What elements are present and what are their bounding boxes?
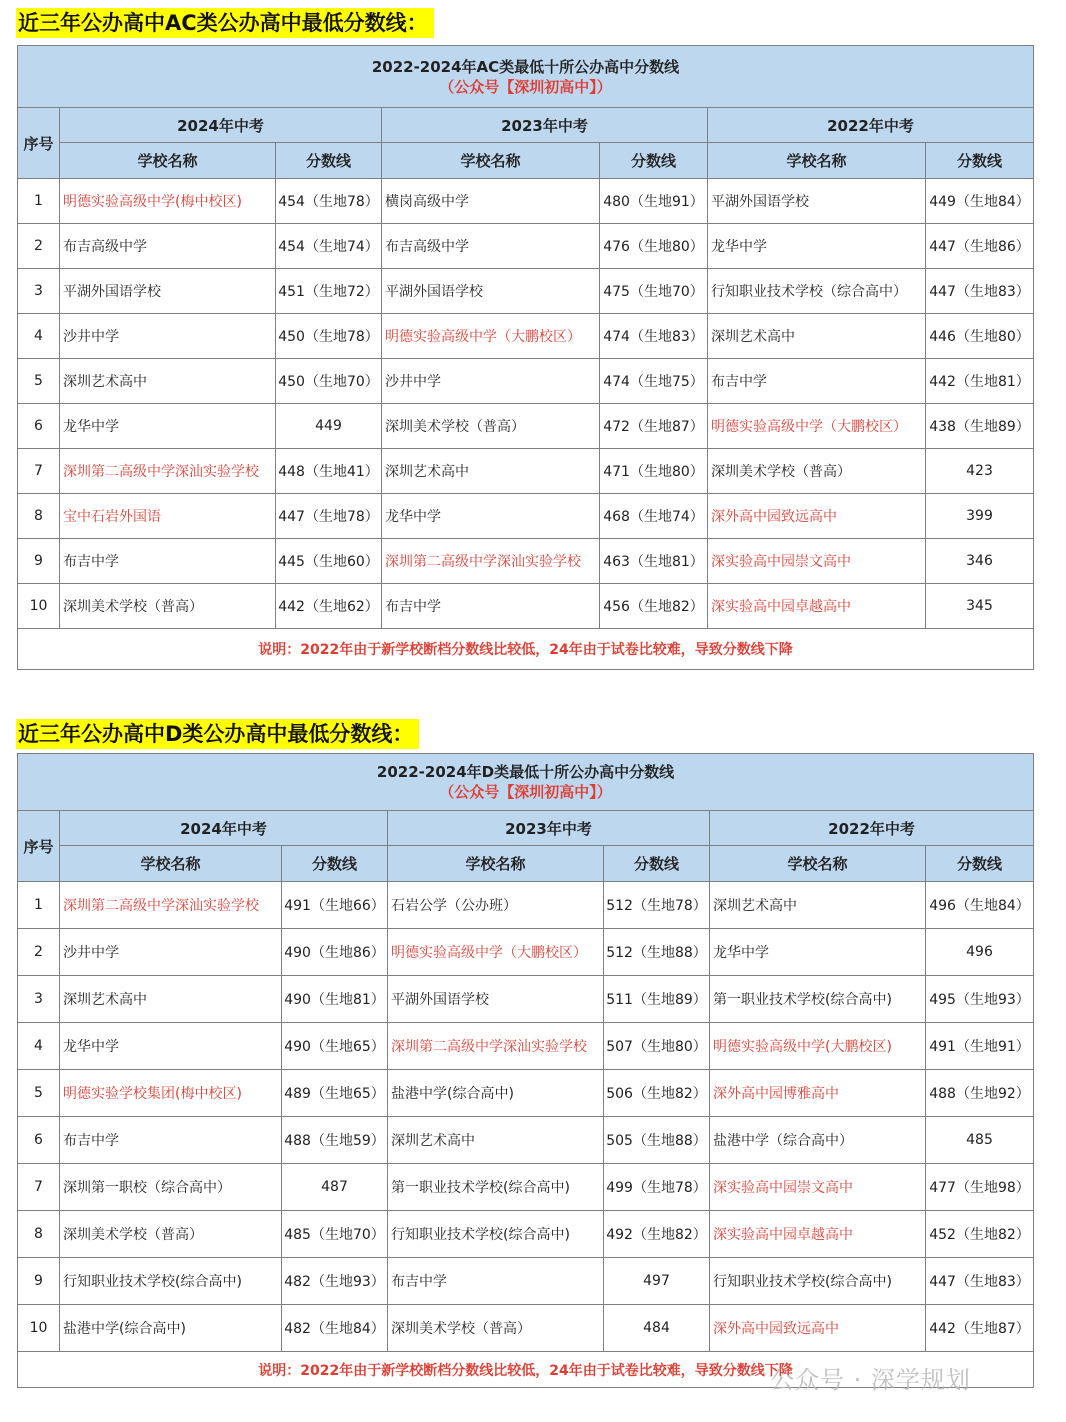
score-value: 454（生地74） — [276, 224, 382, 269]
table-row — [18, 1023, 1034, 1070]
school-name: 深外高中园致远高中 — [708, 494, 926, 539]
school-name: 行知职业技术学校(综合高中) — [710, 1258, 926, 1305]
table-title — [18, 46, 1034, 108]
row-index: 7 — [18, 1164, 60, 1211]
school-name: 第一职业技术学校(综合高中) — [710, 976, 926, 1023]
table-title-main: 2022-2024年AC类最低十所公办高中分数线 — [371, 57, 680, 76]
score-value: 445（生地60） — [276, 539, 382, 584]
row-index: 10 — [18, 1305, 60, 1352]
school-name: 深外高中园博雅高中 — [710, 1070, 926, 1117]
score-header: 分数线 — [926, 846, 1034, 882]
table-row — [18, 1305, 1034, 1352]
score-value: 442（生地87） — [926, 1305, 1034, 1352]
school-name: 深圳第二高级中学深汕实验学校 — [60, 449, 276, 494]
seq-header: 序号 — [18, 811, 60, 882]
table-row — [18, 976, 1034, 1023]
score-value: 346 — [926, 539, 1034, 584]
school-name: 深圳美术学校（普高） — [60, 584, 276, 629]
school-name: 龙华中学 — [708, 224, 926, 269]
score-value: 497 — [604, 1258, 710, 1305]
row-index: 4 — [18, 1023, 60, 1070]
score-value: 452（生地82） — [926, 1211, 1034, 1258]
school-name-header: 学校名称 — [708, 143, 926, 179]
school-name: 明德实验学校集团(梅中校区) — [60, 1070, 282, 1117]
year-header-2024: 2024年中考 — [60, 108, 382, 143]
row-index: 2 — [18, 224, 60, 269]
table-row — [18, 539, 1034, 584]
watermark: 公众号 · 深学规划 — [770, 1366, 971, 1394]
school-name: 深圳美术学校（普高） — [388, 1305, 604, 1352]
school-name: 平湖外国语学校 — [388, 976, 604, 1023]
year-header-2023: 2023年中考 — [382, 108, 708, 143]
score-value: 485（生地70） — [282, 1211, 388, 1258]
score-value: 488（生地92） — [926, 1070, 1034, 1117]
score-value: 480（生地91） — [600, 179, 708, 224]
row-index: 9 — [18, 539, 60, 584]
school-name: 深圳艺术高中 — [388, 1117, 604, 1164]
school-name: 深实验高中园崇文高中 — [710, 1164, 926, 1211]
school-name-header: 学校名称 — [710, 846, 926, 882]
school-name: 深圳美术学校（普高） — [60, 1211, 282, 1258]
table-row — [18, 224, 1034, 269]
row-index: 4 — [18, 314, 60, 359]
school-name: 盐港中学(综合高中) — [388, 1070, 604, 1117]
score-header: 分数线 — [282, 846, 388, 882]
school-name: 盐港中学（综合高中） — [710, 1117, 926, 1164]
score-value: 471（生地80） — [600, 449, 708, 494]
table-row — [18, 404, 1034, 449]
row-index: 1 — [18, 882, 60, 929]
year-header-2024: 2024年中考 — [60, 811, 388, 846]
school-name: 平湖外国语学校 — [382, 269, 600, 314]
score-value: 450（生地70） — [276, 359, 382, 404]
score-value: 496（生地84） — [926, 882, 1034, 929]
school-name: 横岗高级中学 — [382, 179, 600, 224]
table-title — [18, 754, 1034, 811]
school-name: 平湖外国语学校 — [708, 179, 926, 224]
score-value: 447（生地86） — [926, 224, 1034, 269]
year-header-2022: 2022年中考 — [710, 811, 1034, 846]
score-header: 分数线 — [926, 143, 1034, 179]
table-row — [18, 179, 1034, 224]
score-value: 447（生地83） — [926, 269, 1034, 314]
score-value: 499（生地78） — [604, 1164, 710, 1211]
score-value: 450（生地78） — [276, 314, 382, 359]
school-name: 布吉高级中学 — [382, 224, 600, 269]
table-title-source: （公众号【深圳初高中】） — [439, 783, 612, 801]
score-value: 449（生地84） — [926, 179, 1034, 224]
seq-header: 序号 — [18, 108, 60, 179]
school-name: 龙华中学 — [710, 929, 926, 976]
school-name: 深圳第二高级中学深汕实验学校 — [382, 539, 600, 584]
score-value: 505（生地88） — [604, 1117, 710, 1164]
school-name: 明德实验高级中学(大鹏校区) — [710, 1023, 926, 1070]
score-value: 512（生地78） — [604, 882, 710, 929]
row-index: 10 — [18, 584, 60, 629]
row-index: 5 — [18, 359, 60, 404]
table-row — [18, 359, 1034, 404]
score-table-ac — [17, 45, 1034, 670]
school-name: 深外高中园致远高中 — [710, 1305, 926, 1352]
school-name: 深实验高中园卓越高中 — [710, 1211, 926, 1258]
table-row — [18, 449, 1034, 494]
table-title-main: 2022-2024年D类最低十所公办高中分数线 — [376, 763, 675, 781]
table-note: 说明：2022年由于新学校断档分数线比较低，24年由于试卷比较难，导致分数线下降 — [18, 1352, 1034, 1388]
score-value: 472（生地87） — [600, 404, 708, 449]
score-value: 491（生地91） — [926, 1023, 1034, 1070]
year-header-2022: 2022年中考 — [708, 108, 1034, 143]
school-name: 明德实验高级中学(梅中校区) — [60, 179, 276, 224]
school-name: 深圳第二高级中学深汕实验学校 — [60, 882, 282, 929]
score-value: 423 — [926, 449, 1034, 494]
score-value: 490（生地65） — [282, 1023, 388, 1070]
section-heading: 近三年公办高中D类公办高中最低分数线： — [16, 719, 419, 749]
row-index: 1 — [18, 179, 60, 224]
table-row — [18, 929, 1034, 976]
score-value: 449 — [276, 404, 382, 449]
score-value: 447（生地83） — [926, 1258, 1034, 1305]
row-index: 9 — [18, 1258, 60, 1305]
school-name: 深实验高中园崇文高中 — [708, 539, 926, 584]
school-name: 明德实验高级中学（大鹏校区） — [388, 929, 604, 976]
school-name: 布吉中学 — [708, 359, 926, 404]
row-index: 2 — [18, 929, 60, 976]
school-name: 布吉中学 — [382, 584, 600, 629]
table-row — [18, 1211, 1034, 1258]
score-value: 496 — [926, 929, 1034, 976]
score-value: 446（生地80） — [926, 314, 1034, 359]
school-name-header: 学校名称 — [60, 846, 282, 882]
row-index: 7 — [18, 449, 60, 494]
score-value: 495（生地93） — [926, 976, 1034, 1023]
school-name: 第一职业技术学校(综合高中) — [388, 1164, 604, 1211]
school-name: 深圳美术学校（普高） — [708, 449, 926, 494]
score-value: 485 — [926, 1117, 1034, 1164]
score-value: 490（生地86） — [282, 929, 388, 976]
score-header: 分数线 — [600, 143, 708, 179]
school-name: 深圳第二高级中学深汕实验学校 — [388, 1023, 604, 1070]
school-name: 龙华中学 — [382, 494, 600, 539]
school-name-header: 学校名称 — [382, 143, 600, 179]
score-value: 448（生地41） — [276, 449, 382, 494]
score-value: 454（生地78） — [276, 179, 382, 224]
score-value: 482（生地84） — [282, 1305, 388, 1352]
score-value: 476（生地80） — [600, 224, 708, 269]
row-index: 3 — [18, 269, 60, 314]
score-value: 399 — [926, 494, 1034, 539]
score-value: 507（生地80） — [604, 1023, 710, 1070]
score-value: 482（生地93） — [282, 1258, 388, 1305]
school-name: 深圳第一职校（综合高中） — [60, 1164, 282, 1211]
school-name: 石岩公学（公办班） — [388, 882, 604, 929]
school-name: 深圳艺术高中 — [60, 359, 276, 404]
row-index: 8 — [18, 1211, 60, 1258]
table-row — [18, 1117, 1034, 1164]
school-name: 布吉中学 — [60, 1117, 282, 1164]
table-row — [18, 1258, 1034, 1305]
school-name: 布吉高级中学 — [60, 224, 276, 269]
school-name: 沙井中学 — [382, 359, 600, 404]
score-value: 468（生地74） — [600, 494, 708, 539]
year-header-2023: 2023年中考 — [388, 811, 710, 846]
score-value: 491（生地66） — [282, 882, 388, 929]
table-row — [18, 584, 1034, 629]
table-note: 说明：2022年由于新学校断档分数线比较低，24年由于试卷比较难，导致分数线下降 — [18, 629, 1034, 670]
table-row — [18, 314, 1034, 359]
school-name: 行知职业技术学校(综合高中) — [60, 1258, 282, 1305]
score-value: 477（生地98） — [926, 1164, 1034, 1211]
school-name: 布吉中学 — [388, 1258, 604, 1305]
school-name: 宝中石岩外国语 — [60, 494, 276, 539]
score-header: 分数线 — [276, 143, 382, 179]
score-value: 463（生地81） — [600, 539, 708, 584]
score-value: 488（生地59） — [282, 1117, 388, 1164]
score-table-d — [17, 753, 1034, 1388]
school-name-header: 学校名称 — [388, 846, 604, 882]
row-index: 5 — [18, 1070, 60, 1117]
score-value: 474（生地83） — [600, 314, 708, 359]
school-name: 沙井中学 — [60, 929, 282, 976]
school-name: 明德实验高级中学（大鹏校区） — [382, 314, 600, 359]
table-row — [18, 1164, 1034, 1211]
school-name: 深实验高中园卓越高中 — [708, 584, 926, 629]
school-name: 平湖外国语学校 — [60, 269, 276, 314]
score-value: 438（生地89） — [926, 404, 1034, 449]
score-value: 345 — [926, 584, 1034, 629]
score-value: 456（生地82） — [600, 584, 708, 629]
school-name: 明德实验高级中学（大鹏校区） — [708, 404, 926, 449]
score-value: 475（生地70） — [600, 269, 708, 314]
row-index: 6 — [18, 1117, 60, 1164]
score-header: 分数线 — [604, 846, 710, 882]
score-value: 451（生地72） — [276, 269, 382, 314]
score-value: 442（生地81） — [926, 359, 1034, 404]
school-name: 行知职业技术学校(综合高中) — [388, 1211, 604, 1258]
row-index: 8 — [18, 494, 60, 539]
school-name: 布吉中学 — [60, 539, 276, 584]
score-value: 512（生地88） — [604, 929, 710, 976]
score-value: 442（生地62） — [276, 584, 382, 629]
score-value: 484 — [604, 1305, 710, 1352]
school-name-header: 学校名称 — [60, 143, 276, 179]
school-name: 龙华中学 — [60, 1023, 282, 1070]
school-name: 深圳美术学校（普高） — [382, 404, 600, 449]
table-row — [18, 1070, 1034, 1117]
school-name: 深圳艺术高中 — [382, 449, 600, 494]
table-row — [18, 269, 1034, 314]
table-row — [18, 494, 1034, 539]
score-value: 506（生地82） — [604, 1070, 710, 1117]
score-value: 447（生地78） — [276, 494, 382, 539]
score-value: 492（生地82） — [604, 1211, 710, 1258]
score-value: 487 — [282, 1164, 388, 1211]
score-value: 511（生地89） — [604, 976, 710, 1023]
school-name: 盐港中学(综合高中) — [60, 1305, 282, 1352]
school-name: 沙井中学 — [60, 314, 276, 359]
row-index: 6 — [18, 404, 60, 449]
section-heading: 近三年公办高中AC类公办高中最低分数线： — [16, 8, 434, 38]
score-value: 490（生地81） — [282, 976, 388, 1023]
school-name: 深圳艺术高中 — [710, 882, 926, 929]
school-name: 龙华中学 — [60, 404, 276, 449]
school-name: 深圳艺术高中 — [708, 314, 926, 359]
table-row — [18, 882, 1034, 929]
table-title-source: （公众号【深圳初高中】） — [439, 77, 612, 96]
score-value: 489（生地65） — [282, 1070, 388, 1117]
score-value: 474（生地75） — [600, 359, 708, 404]
row-index: 3 — [18, 976, 60, 1023]
school-name: 行知职业技术学校（综合高中） — [708, 269, 926, 314]
school-name: 深圳艺术高中 — [60, 976, 282, 1023]
